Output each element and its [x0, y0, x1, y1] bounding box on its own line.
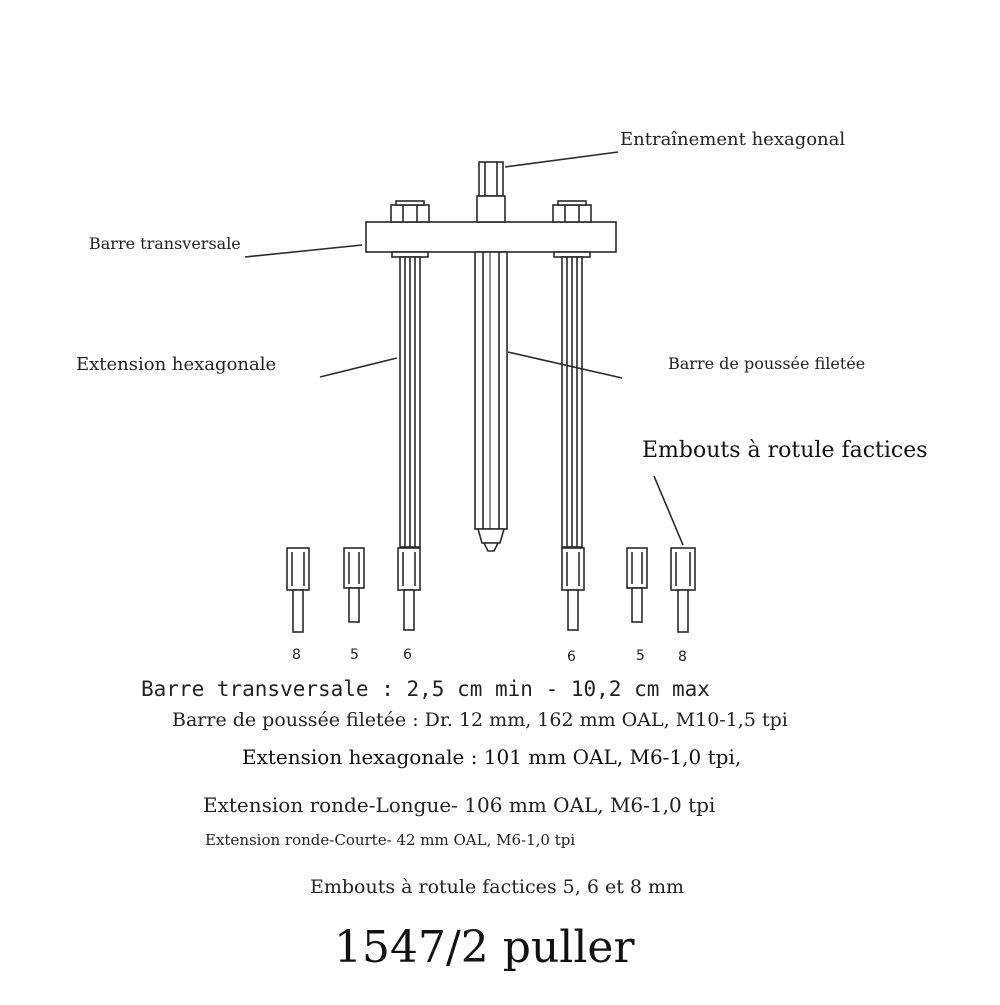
spec-cross-bar: Barre transversale : 2,5 cm min - 10,2 cm max: [141, 677, 710, 701]
hex-drive: [477, 162, 505, 222]
product-title: 1547/2 puller: [334, 922, 635, 973]
leader-ball-tips: [654, 476, 683, 545]
tip-size-label: 5: [636, 648, 645, 664]
ball-tip-8-right: [671, 548, 695, 632]
ball-tip-8-left: [287, 548, 309, 632]
tip-size-label: 8: [292, 647, 301, 663]
cross-bar: [366, 222, 616, 252]
spec-ball-tips: Embouts à rotule factices 5, 6 et 8 mm: [310, 876, 685, 898]
ball-tip-5-right: [627, 548, 647, 622]
label-hex-extension: Extension hexagonale: [76, 354, 277, 375]
threaded-push-bar: [475, 252, 507, 551]
ball-tip-5-left: [344, 548, 364, 622]
ball-tip-6-right: [562, 548, 584, 630]
label-ball-tips: Embouts à rotule factices: [642, 438, 928, 463]
spec-hex-extension: Extension hexagonale : 101 mm OAL, M6-1,0 tpi,: [242, 745, 742, 769]
leader-cross-bar: [245, 245, 362, 257]
tip-size-label: 5: [350, 647, 359, 663]
spec-round-short: Extension ronde-Courte- 42 mm OAL, M6-1,0 tpi: [205, 831, 576, 849]
spec-push-bar: Barre de poussée filetée : Dr. 12 mm, 162 mm OAL, M10-1,5 tpi: [172, 709, 788, 731]
spec-round-long: Extension ronde-Longue- 106 mm OAL, M6-1,0 tpi: [203, 793, 716, 817]
leader-hex-extension: [320, 358, 397, 377]
right-hex-extension: [562, 257, 582, 547]
label-cross-bar: Barre transversale: [89, 234, 241, 253]
tip-size-label: 6: [403, 647, 412, 663]
tip-size-label: 8: [678, 649, 687, 665]
tip-size-label: 6: [567, 649, 576, 665]
label-hex-drive: Entraînement hexagonal: [620, 129, 846, 150]
label-push-bar: Barre de poussée filetée: [668, 354, 866, 373]
left-hex-extension: [400, 257, 420, 547]
ball-tip-6-left: [398, 548, 420, 630]
leader-hex-drive: [505, 152, 618, 167]
